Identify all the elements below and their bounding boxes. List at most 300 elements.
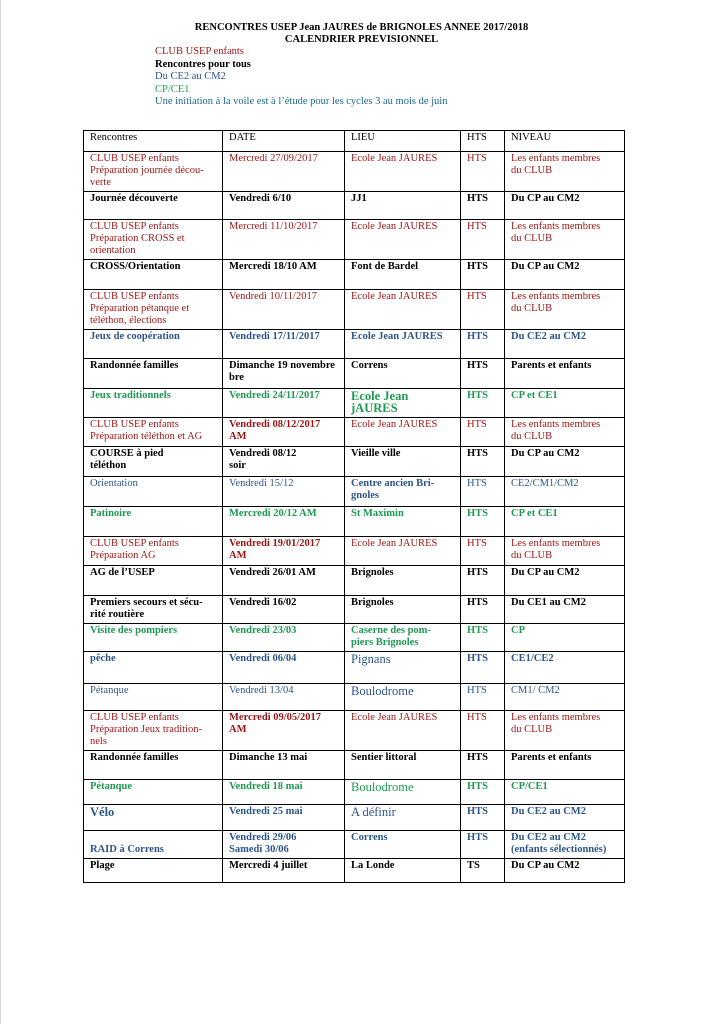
cell-date — [223, 507, 345, 537]
cell-date — [223, 330, 345, 359]
cell-date — [223, 192, 345, 220]
cell-lieu — [345, 566, 461, 596]
cell-hts — [461, 652, 505, 684]
cell-rencontre — [84, 192, 223, 220]
cell-line: Les enfants membres — [511, 419, 601, 430]
calendar-table — [83, 130, 625, 883]
cell-line: Vélo — [90, 805, 115, 819]
cell-lieu — [345, 330, 461, 359]
cell-niveau — [505, 805, 625, 831]
cell-line: Boulodrome — [351, 684, 414, 698]
cell-line: HTS — [467, 261, 489, 272]
cell-line: du CLUB — [511, 431, 553, 442]
cell-line: Les enfants membres — [511, 712, 601, 723]
cell-line: Dimanche 13 mai — [229, 752, 308, 763]
cell-line: Du CP au CM2 — [511, 860, 580, 871]
cell-line: CLUB USEP enfants — [90, 538, 179, 549]
cell-line: (enfants sélectionnés) — [511, 844, 607, 855]
cell-niveau — [505, 418, 625, 447]
cell-line: Du CP au CM2 — [511, 448, 580, 459]
cell-line: Du CP au CM2 — [511, 193, 580, 204]
cell-line: Vendredi 06/04 — [229, 653, 297, 664]
cell-line: COURSE à pied — [90, 448, 164, 459]
column-header-rencontres: Rencontres — [84, 131, 223, 152]
cell-niveau — [505, 537, 625, 566]
cell-line: Vieille ville — [351, 448, 401, 459]
table-row — [84, 652, 625, 684]
table-row — [84, 751, 625, 780]
cell-niveau — [505, 447, 625, 477]
cell-line: Jeux traditionnels — [90, 390, 171, 401]
cell-line: Vendredi 08/12/2017 — [229, 419, 321, 430]
column-header-lieu: LIEU — [345, 131, 461, 152]
cell-line: HTS — [467, 448, 489, 459]
cell-rencontre — [84, 780, 223, 805]
cell-hts — [461, 859, 505, 883]
cell-date — [223, 624, 345, 652]
table-row — [84, 152, 625, 192]
cell-line: Ecole Jean JAURES — [351, 221, 438, 232]
cell-line: Ecole Jean JAURES — [351, 712, 438, 723]
cell-line: HTS — [467, 193, 489, 204]
cell-date — [223, 220, 345, 260]
cell-line: Pétanque — [90, 781, 132, 792]
cell-lieu — [345, 711, 461, 751]
cell-line: Journée découverte — [90, 193, 178, 204]
cell-line: Brignoles — [351, 597, 394, 608]
cell-line: Ecole Jean jAURES — [351, 389, 409, 415]
column-header-date: DATE — [223, 131, 345, 152]
cell-lieu — [345, 780, 461, 805]
cell-rencontre — [84, 152, 223, 192]
table-row — [84, 805, 625, 831]
table-header-row — [84, 131, 625, 152]
table-row — [84, 447, 625, 477]
cell-date — [223, 260, 345, 290]
cell-line: Brignoles — [351, 567, 394, 578]
color-legend — [155, 46, 447, 109]
cell-line: Mercredi 20/12 AM — [229, 508, 317, 519]
cell-hts — [461, 751, 505, 780]
cell-niveau — [505, 290, 625, 330]
cell-line: Les enfants membres — [511, 221, 601, 232]
cell-line: Du CE2 au CM2 — [511, 331, 586, 342]
cell-line: Vendredi 23/03 — [229, 625, 297, 636]
cell-niveau — [505, 152, 625, 192]
cell-line: Vendredi 16/02 — [229, 597, 297, 608]
legend-item: Une initiation à la voile est à l’étude pour les cycles 3 au mois de juin — [155, 96, 448, 107]
cell-line: Préparation pétanque et — [90, 303, 190, 314]
cell-line: Dimanche 19 novembre — [229, 360, 335, 371]
cell-line: CE1/CE2 — [511, 653, 554, 664]
legend-item: CP/CE1 — [155, 83, 190, 95]
table-row — [84, 624, 625, 652]
cell-line: HTS — [467, 712, 487, 723]
cell-lieu — [345, 359, 461, 389]
cell-line: Vendredi 24/11/2017 — [229, 390, 320, 401]
cell-line: Préparation CROSS et — [90, 233, 185, 244]
cell-hts — [461, 596, 505, 624]
cell-hts — [461, 624, 505, 652]
cell-line: Visite des pompiers — [90, 625, 178, 636]
cell-line: Les enfants membres — [511, 291, 601, 302]
cell-line: Plage — [90, 860, 115, 871]
cell-hts — [461, 152, 505, 192]
cell-lieu — [345, 477, 461, 507]
cell-hts — [461, 359, 505, 389]
cell-hts — [461, 192, 505, 220]
cell-lieu — [345, 220, 461, 260]
cell-niveau — [505, 596, 625, 624]
cell-line: bre — [229, 372, 244, 383]
table-row — [84, 859, 625, 883]
cell-hts — [461, 537, 505, 566]
cell-date — [223, 751, 345, 780]
cell-lieu — [345, 831, 461, 859]
cell-line: Vendredi 08/12 — [229, 448, 297, 459]
cell-line: Jeux de coopération — [90, 331, 180, 342]
cell-rencontre — [84, 507, 223, 537]
cell-rencontre — [84, 831, 223, 859]
cell-hts — [461, 684, 505, 711]
cell-hts — [461, 330, 505, 359]
cell-line: JJ1 — [351, 193, 367, 204]
cell-line: Premiers secours et sécu- — [90, 597, 203, 608]
cell-line: Mercredi 09/05/2017 — [229, 712, 322, 723]
cell-line: CM1/ CM2 — [511, 685, 560, 696]
legend-item: Rencontres pour tous — [155, 58, 251, 70]
cell-line: Vendredi 17/11/2017 — [229, 331, 320, 342]
cell-line: nels — [90, 736, 107, 747]
cell-line: HTS — [467, 685, 487, 696]
cell-line: Du CP au CM2 — [511, 567, 580, 578]
cell-line: téléthon, élections — [90, 315, 167, 326]
cell-line: CLUB USEP enfants — [90, 153, 179, 164]
cell-date — [223, 152, 345, 192]
cell-line: rité routière — [90, 609, 145, 620]
cell-line: Patinoire — [90, 508, 132, 519]
cell-hts — [461, 389, 505, 418]
table-row — [84, 220, 625, 260]
legend-item: Du CE2 au CM2 — [155, 71, 226, 82]
cell-line: Du CE2 au CM2 — [511, 806, 586, 817]
cell-date — [223, 831, 345, 859]
cell-line: Vendredi 29/06 — [229, 832, 297, 843]
cell-line: orientation — [90, 245, 136, 256]
column-header-hts: HTS — [461, 131, 505, 152]
cell-rencontre — [84, 624, 223, 652]
cell-line: HTS — [467, 806, 489, 817]
page-edge — [0, 0, 1, 1024]
cell-line: Samedi 30/06 — [229, 844, 289, 855]
cell-line: du CLUB — [511, 724, 553, 735]
cell-line: Vendredi 10/11/2017 — [229, 291, 317, 302]
cell-rencontre — [84, 859, 223, 883]
cell-line: AM — [229, 431, 247, 442]
cell-line: gnoles — [351, 490, 380, 501]
table-row — [84, 290, 625, 330]
cell-lieu — [345, 624, 461, 652]
cell-hts — [461, 220, 505, 260]
cell-line: HTS — [467, 390, 489, 401]
cell-line: Préparation téléthon et AG — [90, 431, 203, 442]
cell-rencontre — [84, 389, 223, 418]
cell-date — [223, 359, 345, 389]
cell-line: Parents et enfants — [511, 752, 592, 763]
table-row — [84, 507, 625, 537]
cell-line: piers Brignoles — [351, 637, 419, 648]
cell-line: CLUB USEP enfants — [90, 712, 179, 723]
cell-line: Vendredi 13/04 — [229, 685, 294, 696]
cell-line: TS — [467, 860, 480, 871]
cell-hts — [461, 418, 505, 447]
cell-line: Randonnée familles — [90, 360, 179, 371]
cell-date — [223, 566, 345, 596]
cell-line: Les enfants membres — [511, 153, 601, 164]
cell-niveau — [505, 359, 625, 389]
cell-niveau — [505, 477, 625, 507]
table-row — [84, 780, 625, 805]
cell-line: Ecole Jean JAURES — [351, 331, 443, 342]
cell-line: HTS — [467, 478, 487, 489]
cell-line: soir — [229, 460, 246, 471]
cell-hts — [461, 831, 505, 859]
cell-lieu — [345, 418, 461, 447]
cell-date — [223, 859, 345, 883]
cell-line: HTS — [467, 419, 487, 430]
cell-line: AM — [229, 724, 247, 735]
cell-line: AG de l’USEP — [90, 567, 155, 578]
cell-lieu — [345, 751, 461, 780]
cell-line: Font de Bardel — [351, 261, 419, 272]
cell-line: CP et CE1 — [511, 390, 558, 401]
cell-line: HTS — [467, 221, 487, 232]
cell-niveau — [505, 192, 625, 220]
cell-line: du CLUB — [511, 303, 553, 314]
table-row — [84, 537, 625, 566]
cell-rencontre — [84, 537, 223, 566]
cell-line: Ecole Jean JAURES — [351, 153, 438, 164]
cell-line: Préparation journée décou- — [90, 165, 204, 176]
cell-line: Mercredi 11/10/2017 — [229, 221, 318, 232]
cell-line: Du CP au CM2 — [511, 261, 580, 272]
cell-line: A définir — [351, 805, 396, 819]
cell-line: HTS — [467, 508, 489, 519]
cell-date — [223, 537, 345, 566]
cell-line: Randonnée familles — [90, 752, 179, 763]
cell-line: St Maximin — [351, 508, 404, 519]
cell-line: Pignans — [351, 652, 391, 666]
cell-line: Vendredi 15/12 — [229, 478, 294, 489]
cell-hts — [461, 711, 505, 751]
cell-date — [223, 290, 345, 330]
cell-line: HTS — [467, 625, 489, 636]
cell-rencontre — [84, 260, 223, 290]
cell-niveau — [505, 652, 625, 684]
cell-lieu — [345, 537, 461, 566]
cell-lieu — [345, 596, 461, 624]
cell-line: HTS — [467, 752, 489, 763]
cell-date — [223, 418, 345, 447]
cell-line: HTS — [467, 360, 489, 371]
cell-rencontre — [84, 447, 223, 477]
cell-rencontre — [84, 477, 223, 507]
cell-date — [223, 477, 345, 507]
cell-line: Boulodrome — [351, 780, 414, 794]
cell-line: Vendredi 26/01 AM — [229, 567, 316, 578]
cell-line: Les enfants membres — [511, 538, 601, 549]
cell-line: HTS — [467, 153, 487, 164]
table-row — [84, 359, 625, 389]
cell-date — [223, 684, 345, 711]
cell-rencontre — [84, 751, 223, 780]
document-subtitle: CALENDRIER PREVISIONNEL — [284, 34, 439, 45]
cell-line: CROSS/Orientation — [90, 261, 181, 272]
cell-hts — [461, 507, 505, 537]
cell-line: Correns — [351, 832, 388, 843]
cell-line: Parents et enfants — [511, 360, 592, 371]
cell-line: Vendredi 6/10 — [229, 193, 292, 204]
cell-rencontre — [84, 359, 223, 389]
cell-line: CP et CE1 — [511, 508, 558, 519]
cell-line: HTS — [467, 331, 489, 342]
legend-item: CLUB USEP enfants — [155, 46, 244, 57]
cell-date — [223, 447, 345, 477]
cell-hts — [461, 477, 505, 507]
cell-line: du CLUB — [511, 233, 553, 244]
cell-niveau — [505, 780, 625, 805]
cell-line: RAID à Correns — [90, 844, 164, 855]
table-row — [84, 711, 625, 751]
cell-date — [223, 652, 345, 684]
cell-line: Vendredi 19/01/2017 — [229, 538, 321, 549]
table-row — [84, 389, 625, 418]
cell-niveau — [505, 389, 625, 418]
cell-lieu — [345, 652, 461, 684]
cell-rencontre — [84, 711, 223, 751]
cell-line: Pétanque — [90, 685, 129, 696]
table-row — [84, 684, 625, 711]
document-title: RENCONTRES USEP Jean JAURES de BRIGNOLES ANNEE 2017/2018 — [194, 22, 529, 33]
cell-line: CP — [511, 625, 525, 636]
cell-line: HTS — [467, 653, 489, 664]
cell-line: HTS — [467, 781, 489, 792]
cell-hts — [461, 805, 505, 831]
table-row — [84, 596, 625, 624]
cell-hts — [461, 780, 505, 805]
cell-line: Correns — [351, 360, 388, 371]
cell-line: Ecole Jean JAURES — [351, 419, 438, 430]
cell-lieu — [345, 260, 461, 290]
cell-line: CP/CE1 — [511, 781, 548, 792]
table-row — [84, 418, 625, 447]
cell-date — [223, 780, 345, 805]
table-row — [84, 330, 625, 359]
cell-niveau — [505, 711, 625, 751]
cell-date — [223, 389, 345, 418]
cell-line: Mercredi 4 juillet — [229, 860, 308, 871]
cell-line: Ecole Jean JAURES — [351, 291, 438, 302]
cell-lieu — [345, 389, 461, 418]
table-row — [84, 260, 625, 290]
cell-niveau — [505, 684, 625, 711]
column-header-niveau: NIVEAU — [505, 131, 625, 152]
cell-rencontre — [84, 290, 223, 330]
cell-lieu — [345, 152, 461, 192]
table-row — [84, 566, 625, 596]
cell-line: du CLUB — [511, 165, 553, 176]
cell-line: Sentier littoral — [351, 752, 417, 763]
cell-line: CLUB USEP enfants — [90, 221, 179, 232]
cell-lieu — [345, 192, 461, 220]
cell-line: HTS — [467, 567, 489, 578]
cell-line: CLUB USEP enfants — [90, 291, 179, 302]
cell-rencontre — [84, 684, 223, 711]
cell-line: La Londe — [351, 860, 395, 871]
cell-rencontre — [84, 566, 223, 596]
cell-niveau — [505, 831, 625, 859]
cell-line: verte — [90, 177, 111, 188]
cell-hts — [461, 566, 505, 596]
cell-niveau — [505, 260, 625, 290]
table-row — [84, 192, 625, 220]
cell-line: CLUB USEP enfants — [90, 419, 179, 430]
cell-rencontre — [84, 330, 223, 359]
cell-line: AM — [229, 550, 247, 561]
cell-hts — [461, 447, 505, 477]
cell-line: Du CE2 au CM2 — [511, 832, 586, 843]
cell-rencontre — [84, 596, 223, 624]
cell-date — [223, 596, 345, 624]
cell-line: Centre ancien Bri- — [351, 478, 435, 489]
cell-date — [223, 711, 345, 751]
cell-line: Préparation Jeux tradition- — [90, 724, 202, 735]
cell-line: Préparation AG — [90, 550, 156, 561]
cell-hts — [461, 260, 505, 290]
cell-line: HTS — [467, 597, 489, 608]
cell-niveau — [505, 507, 625, 537]
cell-rencontre — [84, 220, 223, 260]
cell-hts — [461, 290, 505, 330]
cell-line: HTS — [467, 832, 489, 843]
cell-line: HTS — [467, 538, 487, 549]
table-row — [84, 477, 625, 507]
cell-niveau — [505, 859, 625, 883]
cell-rencontre — [84, 418, 223, 447]
cell-rencontre — [84, 805, 223, 831]
cell-niveau — [505, 566, 625, 596]
cell-line: Vendredi 25 mai — [229, 806, 303, 817]
cell-lieu — [345, 684, 461, 711]
cell-rencontre — [84, 652, 223, 684]
cell-line: Mercredi 27/09/2017 — [229, 153, 318, 164]
cell-lieu — [345, 290, 461, 330]
cell-line: HTS — [467, 291, 487, 302]
cell-line: Du CE1 au CM2 — [511, 597, 586, 608]
cell-line: Mercredi 18/10 AM — [229, 261, 317, 272]
cell-niveau — [505, 624, 625, 652]
table-row — [84, 831, 625, 859]
cell-line: téléthon — [90, 460, 127, 471]
cell-niveau — [505, 751, 625, 780]
cell-lieu — [345, 447, 461, 477]
cell-line: Caserne des pom- — [351, 625, 431, 636]
cell-line: Orientation — [90, 478, 138, 489]
cell-lieu — [345, 507, 461, 537]
cell-lieu — [345, 805, 461, 831]
cell-line: pêche — [90, 653, 116, 664]
cell-lieu — [345, 859, 461, 883]
